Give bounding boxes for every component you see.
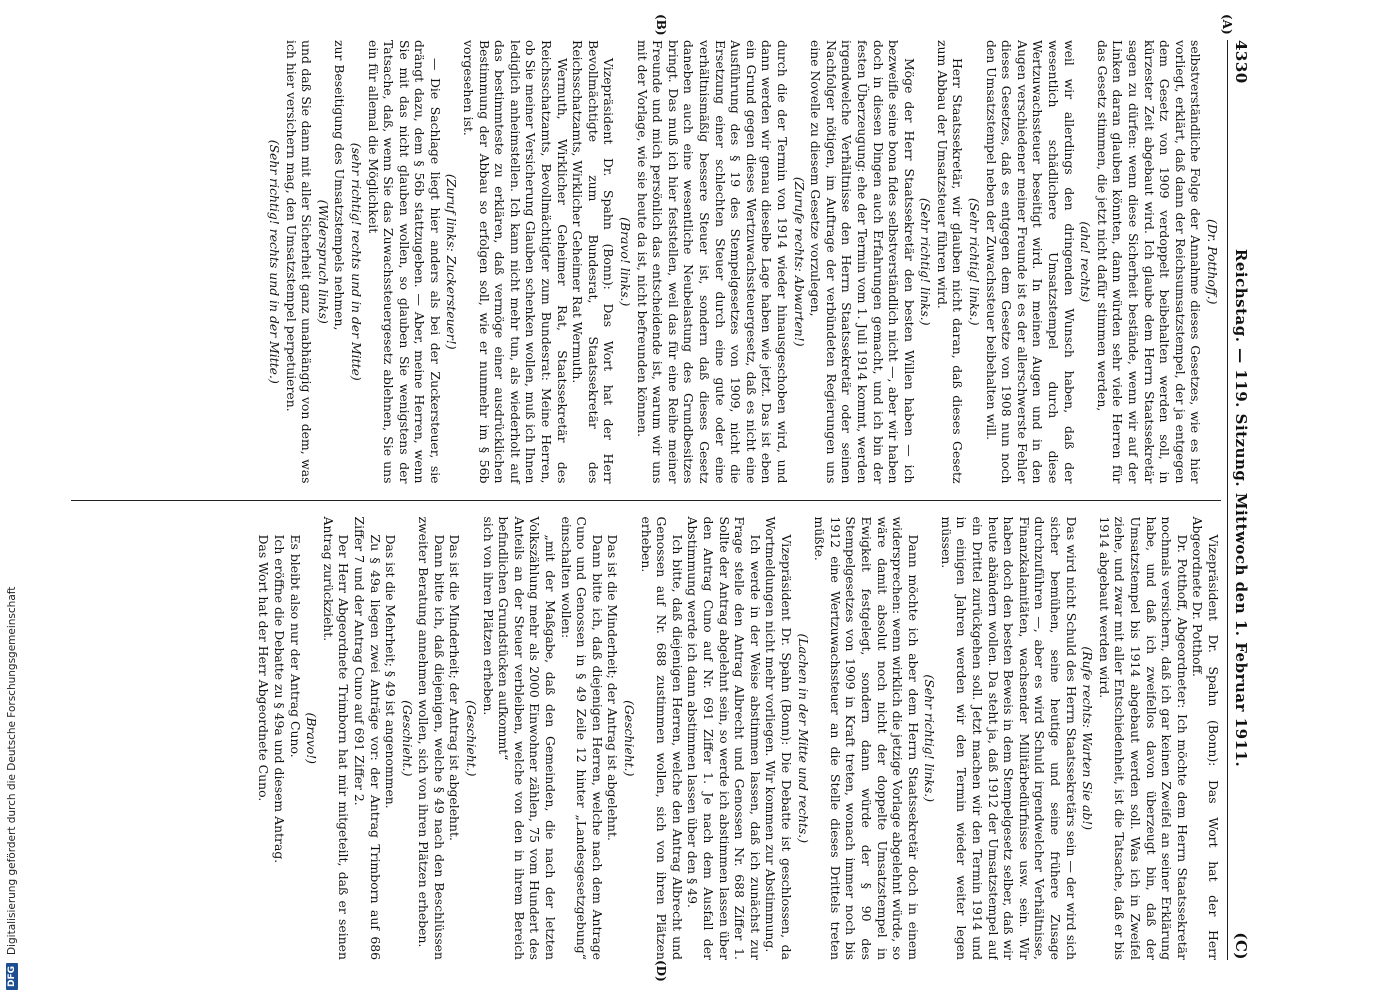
paragraph: — Die Sachlage liegt hier anders als bei der Zuckersteuer, sie drängt dazu, dem § 56b stattzugeben. — Aber, meine Herren, wenn Sie mit das nicht glauben wollen, so glauben Sie wenigstens der Tatsache, daß, wenn Sie das Zuwachssteuergesetz ablehnen, Sie uns ein für allemal die Möglichkeit — [365, 40, 443, 484]
document-page — [8, 0, 1268, 1000]
interjection: (Bravo!) — [304, 712, 320, 765]
interjection: (Zuruf links: Zuckersteuer!) — [444, 173, 460, 350]
paragraph: Dann bitte ich, daß diejenigen Herren, welche nach dem Antrage Cuno und Genossen in § 49 Zeile 12 hinter „Landesgesetzgebung“ einschalten wollen: — [558, 516, 605, 960]
interjection: (Lachen in der Mitte und rechts.) — [795, 633, 811, 844]
interjection: (Zurufe rechts: Abwarten!) — [791, 176, 807, 347]
paragraph: Dann bitte ich, daß diejenigen, welche § 49 nach den Beschlüssen zweiter Beratung annehmen wollen, sich von ihren Plätzen erheben. — [416, 516, 447, 960]
running-head — [1227, 40, 1250, 960]
digitization-credit — [2, 0, 22, 1000]
interjection: (Sehr richtig! links.) — [918, 197, 934, 326]
paragraph: Wermuth, Wirklicher Geheimer Rat, Staatssekretär des Reichsschatzamts, Bevollmächtigter zum Bundesrat: Meine Herren, ob Sie meiner Versicherung Glauben schenken wollen, muß ich Ihnen lediglich anheimstellen. Ich kann nicht mehr tun, als wiederholt auf das bestimmteste zu erklären, daß vermöge einer ausdrücklichen Bestimmung der Abbau so erfolgen soll, wie er nunmehr im § 56b vorgesehen ist. — [461, 40, 570, 484]
interjection: (Geschieht.) — [399, 700, 415, 777]
paragraph: Zu § 49a liegen zwei Anträge vor: der Antrag Trimborn auf 686 Ziffer 7 und der Antrag Cuno auf 691 Ziffer 2. — [351, 516, 383, 960]
interjection: (Widerspruch links) — [315, 199, 331, 324]
quoted-amendment: „mit der Maßgabe, daß den Gemeinden, die nach der letzten Volkszählung mehr als 2000 Einwohner zählen, 75 vom Hundert des Anteils an der Steuer verbleiben, welche von den in ihrem Bereich befindlichen Grundstücken aufkommt“ — [496, 516, 559, 960]
paragraph: Dann möchte ich aber dem Herrn Staatssekretär doch in einem widersprechen: wenn wirklich die jetzige Vorlage abgelehnt würde, so wäre damit absolut noch nicht der doppelte Umsatzstempel in Ewigkeit festgelegt, sondern dann würde der § 90 des Stempelgesetzes von 1909 in Kraft treten, wonach immer noch bis 1912 eine Wertzuwachssteuer an die Stelle dieses Drittels treten müßte. — [812, 516, 921, 960]
paragraph: zur Beseitigung des Umsatzstempels nehmen, — [332, 40, 348, 331]
paragraph: sich von ihren Plätzen erheben. — [480, 516, 496, 716]
interjection: (Rufe rechts: Warten Sie ab!) — [1080, 646, 1096, 831]
paragraph: und daß Sie dann mit aller Sicherheit ganz unabhängig von dem, was ich hier versichern mag, den Umsatzstempel perpetuieren. — [283, 40, 315, 484]
paragraph: Das ist die Minderheit; der Antrag ist abgelehnt. — [447, 534, 463, 841]
page-title: Reichstag. — 119. Sitzung. Mittwoch den 1. Februar 1911. — [1232, 248, 1250, 768]
paragraph: Herr Staatssekretär, wir glauben nicht daran, daß dieses Gesetz zum Abbau der Umsatzsteuer führen wird. — [934, 40, 966, 484]
left-column — [71, 40, 1221, 500]
right-column — [71, 500, 1221, 961]
dfg-logo: DFG — [6, 963, 18, 990]
paragraph: Es bleibt also nur der Antrag Cuno. — [287, 534, 303, 758]
interjection: (Geschieht.) — [622, 700, 638, 777]
paragraph: Dr. Potthoff, Abgeordneter: Ich möchte dem Herrn Staatssekretär nochmals versichern, daß ich gar keinen Zweifel an seiner Erklärung habe, und daß ich zweifellos davon überzeugt bin, daß der Umsatzstempel bis 1914 abgebaut werden soll. Was ich in Zweifel ziehe, und zwar mit aller Entschiedenheit, ist die Tatsache, daß er bis 1914 abgebaut werden wird. — [1096, 516, 1190, 960]
paragraph: selbstverständliche Folge der Annahme dieses Gesetzes, wie es hier vorliegt, erklärt, daß dann der Reichsumsatzstempel, der ja entgegen dem Gesetz von 1909 verdoppelt beibehalten werden soll, in kürzester Zeit abgebaut wird. Ich glaube dem Herrn Staatssekretär sagen zu dürfen: wenn diese Sicherheit bestände, wenn wir auf der Linken daran glauben könnten, dann würden sehr viele Herren für das Gesetz stimmen, die jetzt nicht dafür stimmen werden, — [1094, 40, 1204, 484]
paragraph: Ich eröffne die Debatte zu § 49a und diesem Antrag. — [271, 534, 287, 864]
margin-letter-b: (B) — [654, 14, 668, 36]
paragraph: weil wir allerdings den dringenden Wunsch haben, daß der wesentlich schädlichere Umsatzstempel durch diese Wertzuwachssteuer beseitigt wird. In meinen Augen und in den Augen verschiedener meiner Freunde ist es der allerschwerste Fehler dieses Gesetzes, daß es entgegen dem Gesetze von 1908 nun noch den Umsatzstempel neben der Zuwachssteuer beibehalten will. — [983, 40, 1077, 484]
paragraph: Vizepräsident Dr. Spahn (Bonn): Die Debatte ist geschlossen, da Wortmeldungen nicht mehr vorliegen. Wir kommen zur Abstimmung. — [763, 516, 794, 960]
interjection: (sehr richtig! rechts und in der Mitte) — [348, 142, 364, 381]
paragraph: Vizepräsident Dr. Spahn (Bonn): Das Wort hat der Herr Abgeordnete Dr. Potthoff. — [1190, 516, 1221, 960]
interjection: (aha! rechts) — [1078, 221, 1094, 303]
paragraph: Ich bitte, daß diejenigen Herren, welche den Antrag Albrecht und Genossen auf Nr. 688 zustimmen wollen, sich von ihren Plätzen erheben. — [638, 516, 685, 960]
margin-letter-a: (A) — [1220, 14, 1234, 35]
margin-letter-c: (C) — [1232, 932, 1250, 960]
interjection: (Sehr richtig! links.) — [922, 674, 938, 803]
interjection: (Bravo! links.) — [618, 217, 634, 307]
interjection: (Sehr richtig! rechts und in der Mitte.) — [266, 139, 282, 384]
paragraph: Vizepräsident Dr. Spahn (Bonn): Das Wort hat der Herr Bevollmächtigte zum Bundesrat, Staatssekretär des Reichsschatzamts, Wirklicher Geheimer Rat Wermuth. — [570, 40, 617, 484]
page-number: 4330 — [1232, 40, 1250, 84]
margin-letter-d: (D) — [654, 960, 668, 982]
paragraph: Der Herr Abgeordnete Trimborn hat mir mitgeteilt, daß er seinen Antrag zurückzieht. — [320, 516, 352, 960]
paragraph: Das wird nicht Schuld des Herrn Staatssekretärs sein — der wird sich sicher bemühen, seine heutige und seine frühere Zusage durchzuführen —, aber es wird Schuld irgendwelcher Verhältnisse, Finanzkalamitäten, wachsender Militärbedürfnisse usw. sein. Wir haben doch den besten Beweis in dem Stempelgesetz selber, daß wir heute abändern wollen. Da steht ja, daß 1912 der Umsatzstempel auf ein Drittel zurückgehen soll. Jetzt machen wir den Termin 1914 und in einigen Jahren werden wir den Termin wieder weiter legen müssen. — [938, 516, 1079, 960]
speaker-continuation: (Dr. Potthoff.) — [1205, 219, 1220, 305]
paragraph: durch die der Termin von 1914 wieder hinausgeschoben wird, und dann werden wir genau dieselbe Lage haben wie jetzt. Das ist eben ein Grund gegen dieses Wertzuwachssteuergesetz, daß es nicht eine Ausführung des § 19 des Stempelgesetzes von 1909, nicht die Ersetzung einer schlechten Steuer durch eine gute oder eine verhältnismäßig bessere Steuer ist, sondern daß dieses Gesetz daneben auch eine wesentliche Neubelastung des Grundbesitzes bringt. Das muß ich hier feststellen, weil das für eine Reihe meiner Freunde und mich persönlich das entscheidende ist, warum wir uns mit der Vorlage, wie sie heute da ist, nicht befreunden können. — [634, 40, 790, 484]
paragraph: Das ist die Minderheit; der Antrag ist abgelehnt. — [605, 534, 621, 841]
paragraph: Das ist die Mehrheit; § 49 ist angenommen. — [383, 534, 399, 809]
credit-text: Digitalisierung gefördert durch die Deutsche Forschungsgemeinschaft — [6, 586, 18, 955]
paragraph: Das Wort hat der Herr Abgeordnete Cuno. — [256, 534, 272, 802]
interjection: (Geschieht.) — [464, 700, 480, 777]
paragraph: Möge der Herr Staatssekretär den besten Willen haben — ich bezweifle seine bona fides selbstverständlich nicht —, aber wir haben doch in diesen Dingen auch Erfahrungen gemacht, und ich bin der festen Überzeugung: ehe der Termin vom 1. Juli 1914 kommt, werden irgendwelche Verhältnisse den Herrn Staatssekretär oder seinen Nachfolger nötigen, im Auftrage der verbündeten Regierungen uns eine Novelle zu diesem Gesetze vorzulegen, — [808, 40, 917, 484]
paragraph: Ich werde in der Weise abstimmen lassen, daß ich zunächst zur Frage stelle den Antrag Albrecht und Genossen Nr. 688 Ziffer 1. Sollte der Antrag abgelehnt sein, so werde ich abstimmen lassen über den Antrag Cuno auf Nr. 691 Ziffer 1. Je nach dem Ausfall der Abstimmung werde ich dann abstimmen lassen über den § 49. — [685, 516, 763, 960]
interjection: (Sehr richtig! links.) — [967, 197, 983, 326]
